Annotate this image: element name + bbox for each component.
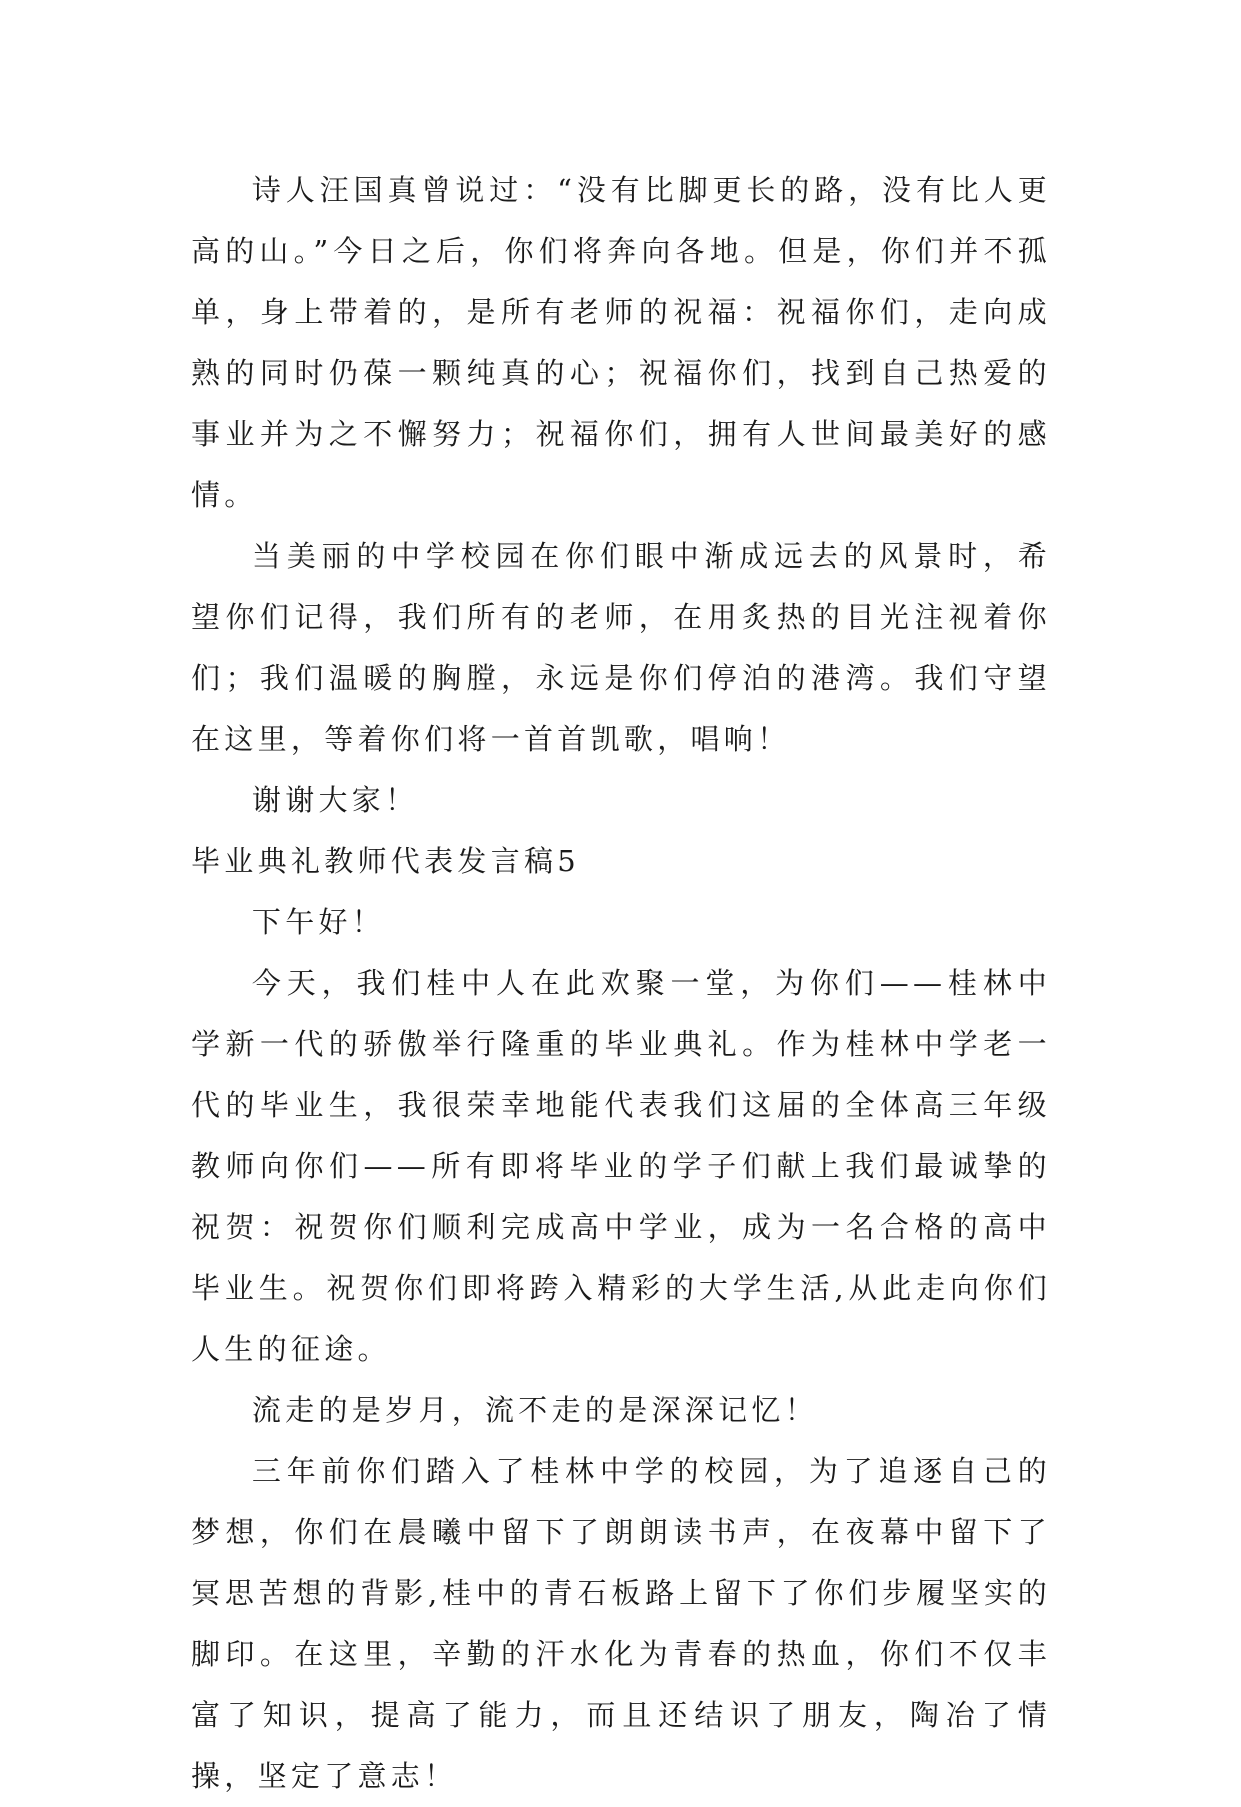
document-body [191,160,1051,1807]
paragraph-greeting: 下午好！ [251,905,386,939]
paragraph-poet-quote: 诗人汪国真曾说过：“没有比脚更长的路，没有比人更高的山。”今日之后，你们将奔向各地。但是，你们并不孤单，身上带着的，是所有老师的祝福：祝福你们，走向成熟的同时仍葆一颗纯真的心；祝福你们，找到自己热爱的事业并为之不懈努力；祝福你们，拥有人世间最美好的感情。 [191,173,1051,512]
paragraph-campus-scenery: 当美丽的中学校园在你们眼中渐成远去的风景时，希望你们记得，我们所有的老师，在用炙热的目光注视着你们；我们温暖的胸膛，永远是你们停泊的港湾。我们守望在这里，等着你们将一首首凯歌，唱响！ [191,539,1051,756]
paragraph-ceremony: 今天，我们桂中人在此欢聚一堂，为你们——桂林中学新一代的骄傲举行隆重的毕业典礼。作为桂林中学老一代的毕业生，我很荣幸地能代表我们这届的全体高三年级教师向你们——所有即将毕业的学子们献上我们最诚挚的祝贺：祝贺你们顺利完成高中学业，成为一名合格的高中毕业生。祝贺你们即将跨入精彩的大学生活,从此走向你们人生的征途。 [191,966,1051,1366]
paragraph-thanks: 谢谢大家！ [251,783,419,817]
paragraph-memories: 流走的是岁月，流不走的是深深记忆！ [251,1393,818,1427]
paragraph-three-years: 三年前你们踏入了桂林中学的校园，为了追逐自己的梦想，你们在晨曦中留下了朗朗读书声，在夜幕中留下了冥思苦想的背影,桂中的青石板路上留下了你们步履坚实的脚印。在这里，辛勤的汗水化为青春的热血，你们不仅丰富了知识，提高了能力，而且还结识了朋友，陶冶了情操，坚定了意志！ [191,1454,1051,1793]
section-heading: 毕业典礼教师代表发言稿5 [191,844,581,878]
